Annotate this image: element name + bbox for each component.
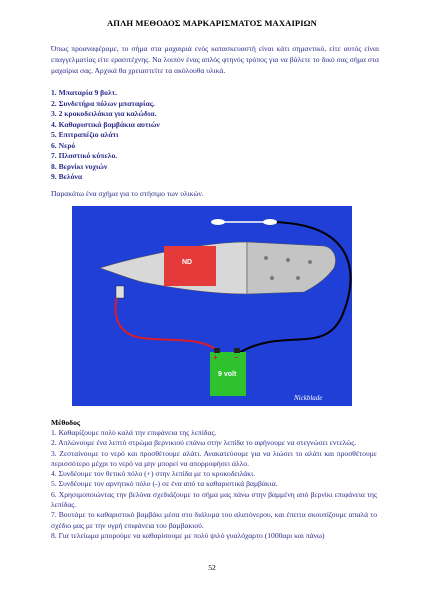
material-item: 8. Βερνίκι νυχιών — [51, 161, 108, 171]
setup-diagram-svg — [72, 206, 352, 406]
material-item: 4. Καθαριστικά βαμβάκια αυτιών — [51, 119, 160, 129]
knife-marking-area — [164, 246, 216, 286]
step-item: 3. Ζεσταίνουμε το νερό και προσθέτουμε αλάτι. Ανακατεύουμε για να λιώσει το αλάτι και προσθέτουμε περισσότερο μέχρι το νερό να μην μπορεί να απορροφήσει άλλο. — [51, 448, 377, 468]
battery-minus-sign: − — [234, 353, 239, 362]
intro-paragraph: Όπως προαναφέραμε, το σήμα στα μαχαιριά ενός κατασκευαστή είναι κάτι σημαντικό, είτε αυτός είναι επαγγελματίας είτε ερασιτέχνης. Να λοιπόν ένας απλός φτηνός τρόπος για να βάλετε το δικό σας σήμα στα μαχαίρια σας. Αρχικά θα χρειαστείτε τα ακόλουθα υλικά. — [51, 44, 379, 75]
step-item: 5. Συνδέουμε τον αρνητικό πόλο (-) σε ένα από τα καθαριστικά βαμβάκια. — [51, 479, 278, 489]
material-item: 6. Νερό — [51, 140, 76, 150]
step-item: 4. Συνδέουμε τον θετικό πόλο (+) στην λεπίδα με το κροκοδειλάκι. — [51, 469, 256, 479]
battery-label: 9 volt — [218, 371, 237, 378]
figure-caption: Παρακάτω ένα σχήμα για το στήσιμο των υλικών. — [51, 189, 204, 198]
material-item: 9. Βελόνα — [51, 172, 83, 181]
alligator-clip-icon — [116, 286, 124, 298]
step-item: 2. Απλώνουμε ένα λεπτό στρώμα βερνικιού επάνω στην λεπίδα το αφήνουμε να στεγνώσει εντελώς. — [51, 438, 357, 448]
material-item: 5. Επιτραπέζιο αλάτι — [51, 130, 119, 139]
step-item: 7. Βουτάμε το καθαριστικό βαμβάκι μέσα στο διάλυμα του αλατόνερου, και έπειτα σκουπίζουμε απαλά το σχέδιο μας με την υγρή επιφάνεια του βαμβακιού. — [51, 510, 377, 530]
signature-watermark: Nickblade — [294, 394, 323, 402]
blade-mark-label: ND — [182, 259, 193, 266]
step-item: 6. Χρησιμοποιώντας την βελόνα σχεδιάζουμε το σήμα μας πάνω στην βαμμένη από βερνίκι επιφάνεια της λεπίδας. — [51, 489, 377, 510]
material-item: 2. Συνδετήρα πόλων μπαταρίας. — [51, 98, 155, 108]
step-item: 1. Καθαρίζουμε πολύ καλά την επιφάνεια της λεπίδας. — [51, 428, 217, 437]
document-title: ΑΠΛΗ ΜΕΘΟΔΟΣ ΜΑΡΚΑΡΙΣΜΑΤΟΣ ΜΑΧΑΙΡΙΩΝ — [107, 18, 317, 28]
steps-list — [51, 428, 377, 541]
material-item: 3. 2 κροκοδειλάκια για καλώδια. — [51, 109, 157, 118]
page-number: 52 — [208, 563, 216, 572]
battery-plus-sign: + — [213, 353, 218, 362]
material-item: 1. Μπαταρία 9 βολτ. — [51, 88, 118, 97]
materials-list — [51, 88, 160, 183]
setup-diagram — [72, 206, 352, 406]
material-item: 7. Πλαστικό κύπελο. — [51, 151, 118, 160]
method-heading: Μέθοδος — [51, 418, 81, 427]
step-item: 8. Για τελείωμα μπορούμε να καθαρίσουμε με πολύ ψιλό γυαλόχαρτο (1000αρι και πάνω) — [51, 530, 325, 540]
